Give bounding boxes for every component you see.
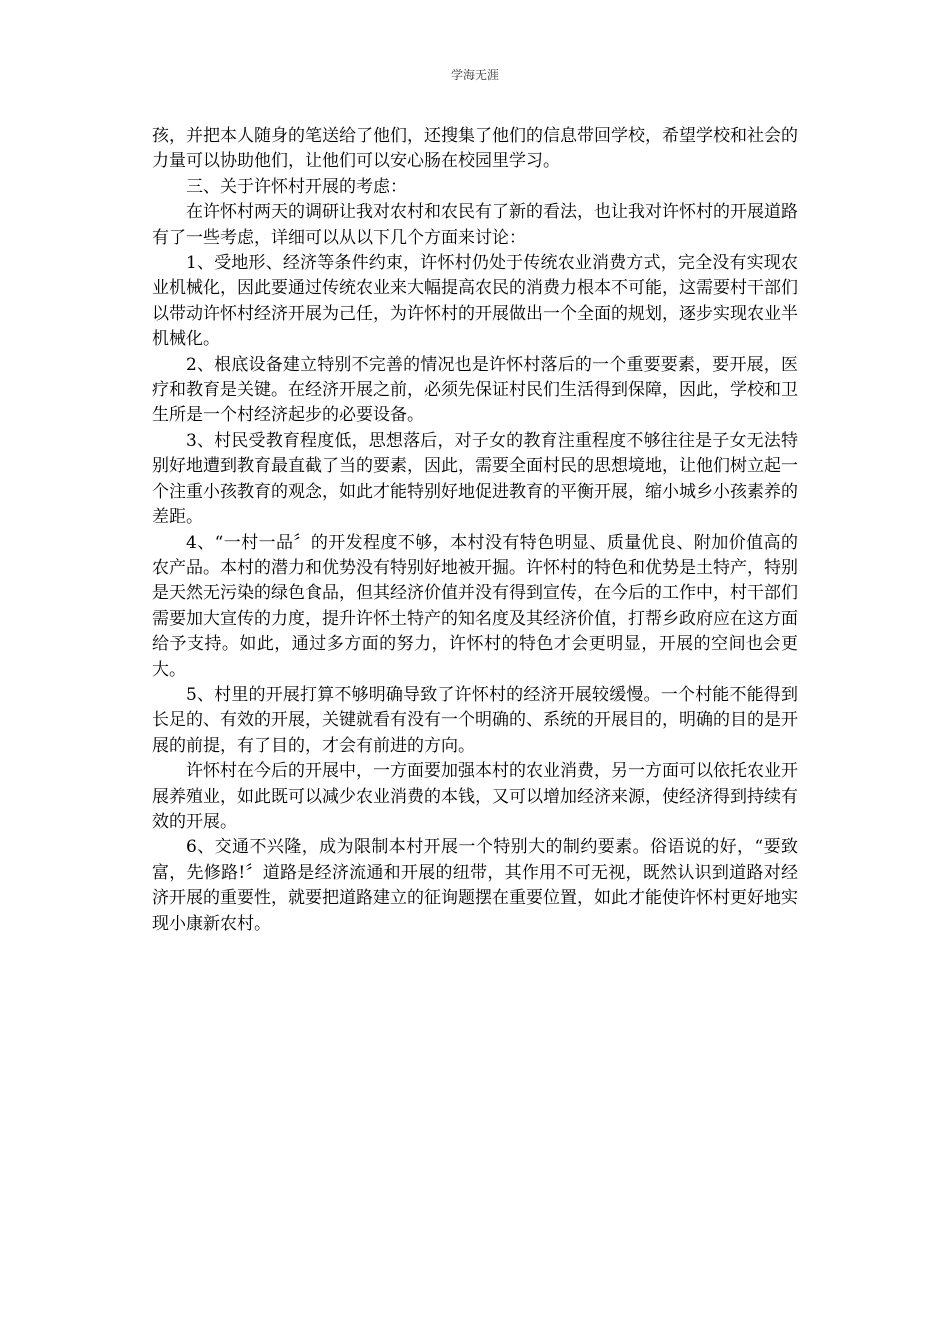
section-heading: 三、关于许怀村开展的考虑： bbox=[186, 176, 407, 197]
paragraph-point-5-continued: 许怀村在今后的开展中，一方面要加强本村的农业消费，另一方面可以依托农业开展养殖业，如此既可以减少农业消费的本钱，又可以增加经济来源，使经济得到持续有效的开展。 bbox=[152, 761, 798, 832]
paragraph-continuation: 孩，并把本人随身的笔送给了他们，还搜集了他们的信息带回学校，希望学校和社会的力量可以协助他们，让他们可以安心肠在校园里学习。 bbox=[152, 126, 798, 172]
document-body bbox=[152, 124, 798, 937]
paragraph-point-3: 3、村民受教育程度低，思想落后，对子女的教育注重程度不够往往是子女无法特别好地遭到教育最直截了当的要素，因此，需要全面村民的思想境地，让他们树立起一个注重小孩教育的观念，如此才能特别好地促进教育的平衡开展，缩小城乡小孩素养的差距。 bbox=[152, 430, 798, 528]
paragraph-point-2: 2、根底设备建立特别不完善的情况也是许怀村落后的一个重要要素，要开展，医疗和教育是关键。在经济开展之前，必须先保证村民们生活得到保障，因此，学校和卫生所是一个村经济起步的必要设备。 bbox=[152, 354, 798, 426]
paragraph-point-5: 5、村里的开展打算不够明确导致了许怀村的经济开展较缓慢。一个村能不能得到长足的、有效的开展，关键就看有没有一个明确的、系统的开展目的，明确的目的是开展的前提，有了目的，才会有前进的方向。 bbox=[152, 684, 798, 756]
paragraph-point-1: 1、受地形、经济等条件约束，许怀村仍处于传统农业消费方式，完全没有实现农业机械化，因此要通过传统农业来大幅提高农民的消费力根本不可能，这需要村干部们以带动许怀村经济开展为己任，为许怀村的开展做出一个全面的规划，逐步实现农业半机械化。 bbox=[152, 253, 798, 350]
page-header: 学海无涯 bbox=[450, 68, 499, 82]
paragraph-point-6: 6、交通不兴隆，成为限制本村开展一个特别大的制约要素。俗语说的好，“要致富，先修路!〞道路是经济流通和开展的纽带，其作用不可无视，既然认识到道路对经济开展的重要性，就要把道路建立的征询题摆在重要位置，如此才能使许怀村更好地实现小康新农村。 bbox=[152, 837, 798, 934]
paragraph-intro: 在许怀村两天的调研让我对农村和农民有了新的看法，也让我对许怀村的开展道路有了一些考虑，详细可以从以下几个方面来讨论： bbox=[152, 202, 798, 248]
paragraph-point-4: 4、“一村一品〞的开发程度不够，本村没有特色明显、质量优良、附加价值高的农产品。本村的潜力和优势没有特别好地被开掘。许怀村的特色和优势是土特产，特别是天然无污染的绿色食品，但其经济价值并没有得到宣传，在今后的工作中，村干部们需要加大宣传的力度，提升许怀土特产的知名度及其经济价值，打帮乡政府应在这方面给予支持。如此，通过多方面的努力，许怀村的特色才会更明显，开展的空间也会更大。 bbox=[152, 532, 798, 680]
